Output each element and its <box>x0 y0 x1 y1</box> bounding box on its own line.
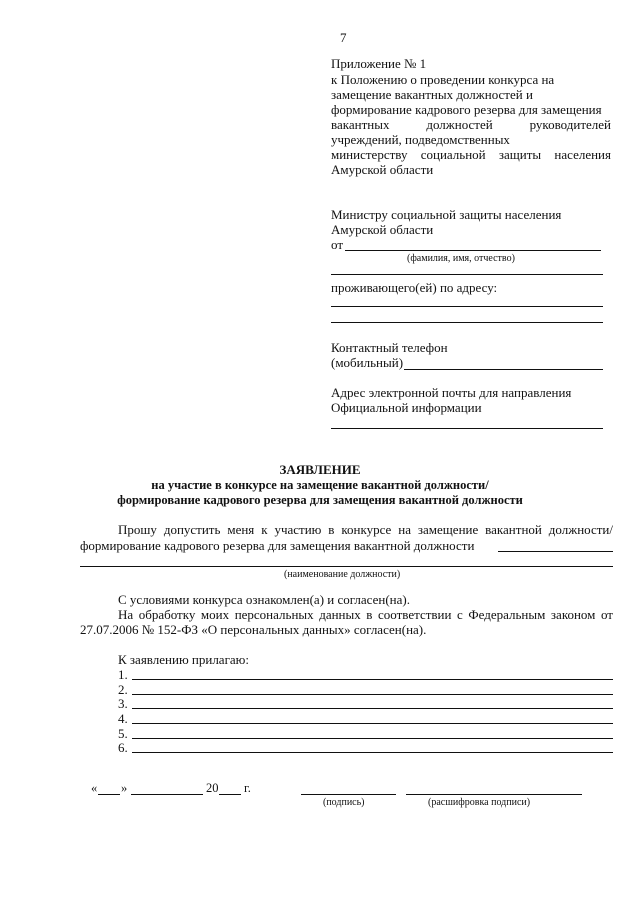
attachment-row <box>118 682 613 697</box>
attachment-field[interactable] <box>132 694 613 695</box>
signature-hint: (подпись) <box>323 797 365 808</box>
addressee-line: Министру социальной защиты населения <box>331 207 562 222</box>
date-year-field[interactable] <box>219 794 241 795</box>
attachment-field[interactable] <box>132 723 613 724</box>
phone-field[interactable] <box>404 369 603 370</box>
appendix-line: вакантных должностей руководителей <box>331 117 611 132</box>
address-field-2[interactable] <box>331 322 603 323</box>
fio-hint: (фамилия, имя, отчество) <box>407 253 515 264</box>
date-month-field[interactable] <box>131 794 203 795</box>
attachment-row <box>118 711 613 726</box>
email-label: Адрес электронной почты для направления <box>331 385 572 400</box>
appendix-line: учреждений, подведомственных <box>331 132 510 147</box>
fio-field[interactable] <box>345 250 601 251</box>
position-field-2[interactable] <box>80 566 613 567</box>
attachment-field[interactable] <box>132 679 613 680</box>
attachment-field[interactable] <box>132 708 613 709</box>
date-open-quote: « <box>91 781 98 795</box>
date-day-field[interactable] <box>98 794 120 795</box>
residing-label: проживающего(ей) по адресу: <box>331 280 498 295</box>
appendix-line: замещение вакантных должностей и <box>331 87 533 102</box>
addressee-line: Амурской области <box>331 222 434 237</box>
attachment-number: 1. <box>118 667 128 682</box>
phone-label-mobile: (мобильный) <box>331 355 404 370</box>
appendix-line: Приложение № 1 <box>331 56 427 71</box>
signature-decoding-field[interactable] <box>406 794 582 795</box>
request-text-2: формирование кадрового резерва для замещения вакантной должности <box>80 538 475 553</box>
attachment-row <box>118 696 613 711</box>
attachment-field[interactable] <box>132 738 613 739</box>
appendix-line: министерству социальной защиты населения <box>331 147 611 162</box>
agree-conditions-text: С условиями конкурса ознакомлен(а) и согласен(на). <box>118 592 410 607</box>
document-subtitle: на участие в конкурсе на замещение вакантной должности/ <box>151 478 489 492</box>
request-text: Прошу допустить меня к участию в конкурсе на замещение вакантной должности/ <box>118 522 613 537</box>
attachment-number: 6. <box>118 740 128 755</box>
attachment-row <box>118 740 613 755</box>
date-close-quote: » <box>121 781 128 795</box>
position-field[interactable] <box>498 551 613 552</box>
attachment-number: 3. <box>118 696 128 711</box>
document-title: ЗАЯВЛЕНИЕ <box>279 462 361 477</box>
signature-field[interactable] <box>301 794 396 795</box>
signature-decoding-hint: (расшифровка подписи) <box>428 797 531 808</box>
date-year-suffix: г. <box>244 781 251 795</box>
personal-data-text-2: 27.07.2006 № 152-ФЗ «О персональных данных» согласен(на). <box>80 622 427 637</box>
appendix-line: формирование кадрового резерва для замещения <box>331 102 602 117</box>
attachment-row <box>118 726 613 741</box>
fio-field-2[interactable] <box>331 274 603 275</box>
attachment-row <box>118 667 613 682</box>
email-label-2: Официальной информации <box>331 400 482 415</box>
phone-label: Контактный телефон <box>331 340 448 355</box>
attachment-field[interactable] <box>132 752 613 753</box>
page-number: 7 <box>340 30 347 45</box>
attachment-number: 2. <box>118 682 128 697</box>
from-label: от <box>331 237 344 252</box>
document-subtitle: формирование кадрового резерва для замещения вакантной должности <box>117 493 523 507</box>
appendix-line: Амурской области <box>331 162 434 177</box>
date-year-prefix: 20 <box>206 781 219 795</box>
email-field[interactable] <box>331 428 603 429</box>
attachment-number: 4. <box>118 711 128 726</box>
personal-data-text: На обработку моих персональных данных в соответствии с Федеральным законом от <box>118 607 613 622</box>
attachment-number: 5. <box>118 726 128 741</box>
attach-label: К заявлению прилагаю: <box>118 652 250 667</box>
address-field-1[interactable] <box>331 306 603 307</box>
position-hint: (наименование должности) <box>284 569 401 580</box>
appendix-line: к Положению о проведении конкурса на <box>331 72 555 87</box>
